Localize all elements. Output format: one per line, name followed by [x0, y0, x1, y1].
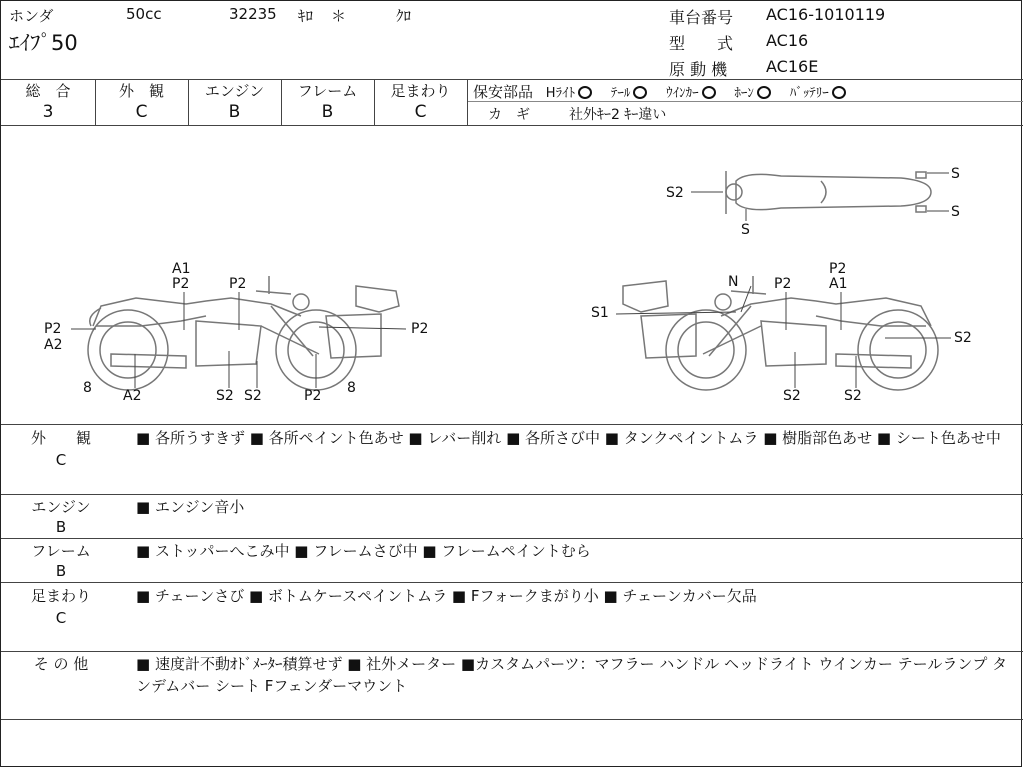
headlight-label: Hﾗｲﾄ [545, 86, 576, 101]
mileage-unit: ｷﾛ [298, 7, 314, 25]
horn-label: ﾎｰﾝ [734, 86, 754, 101]
mileage: 32235 [229, 5, 277, 23]
remark-label: そ の 他 [33, 655, 89, 673]
remark-label: フレーム [31, 542, 91, 560]
divider [1, 424, 1023, 425]
diagram-label: P2 [172, 276, 190, 292]
frame-no: AC16-1010119 [766, 5, 886, 24]
diagram-label: S2 [244, 388, 262, 404]
remark-text: ■ エンジン音小 [136, 498, 245, 516]
battery-label: ﾊﾞｯﾃﾘｰ [789, 86, 829, 101]
remark-grade: C [55, 451, 67, 469]
remark-grade: C [55, 609, 67, 627]
diagram-label: 8 [347, 380, 356, 396]
key-label: カ ギ [488, 107, 530, 123]
tail-label: ﾃｰﾙ [610, 86, 631, 101]
diagram-label: S [741, 222, 750, 238]
frame-no-label: 車台番号 [669, 8, 734, 27]
overall-grade: 3 [42, 102, 54, 122]
ok-circle-icon [757, 86, 771, 99]
winker-label: ｳｲﾝｶｰ [666, 86, 699, 101]
divider [1, 582, 1023, 583]
motorcycle-damage-diagram [1, 126, 1021, 423]
diagram-label: P2 [411, 321, 429, 337]
diagram-label: P2 [229, 276, 247, 292]
remark-grade: B [55, 518, 67, 536]
diagram-label: S2 [954, 330, 972, 346]
ok-circle-icon [832, 86, 846, 99]
displacement: 50cc [126, 5, 162, 23]
maker-name: ホンダ [9, 7, 54, 25]
engine-label: 原 動 機 [669, 60, 728, 79]
safety-label: 保安部品 [473, 83, 534, 101]
divider [1, 719, 1023, 720]
asterisk-mark: ＊ [331, 7, 347, 25]
diagram-label: S1 [591, 305, 609, 321]
exterior-label: 外 観 [118, 82, 164, 100]
safety-parts-row [473, 81, 846, 102]
diagram-label: S [951, 204, 960, 220]
ok-circle-icon [702, 86, 716, 99]
frame-grade: B [321, 102, 334, 122]
diagram-label: 8 [83, 380, 92, 396]
key-value: 社外ｷｰ2 ｷｰ違い [569, 107, 667, 123]
remark-text: ■ ストッパーへこみ中 ■ フレームさび中 ■ フレームペイントむら [136, 542, 591, 560]
divider [1, 538, 1023, 539]
model-name: ｴｲﾌﾟ50 [9, 31, 78, 55]
divider [1, 494, 1023, 495]
frame-grade-label: フレーム [297, 82, 358, 100]
type-value: AC16 [766, 31, 809, 50]
remark-label: 足まわり [30, 587, 91, 605]
bike-right-side-icon [623, 276, 938, 390]
diagram-label: S2 [666, 185, 684, 201]
bike-top-view-icon [726, 171, 931, 214]
remark-text: ■ チェーンさび ■ ボトムケースペイントムラ ■ Fフォークまがり小 ■ チェーンカバー欠品 [136, 587, 757, 605]
diagram-label: S2 [844, 388, 862, 404]
remark-label: エンジン [31, 498, 91, 516]
diagram-label: S2 [783, 388, 801, 404]
diagram-label: N [728, 274, 739, 290]
remark-label: 外 観 [30, 429, 91, 447]
diagram-label: A2 [44, 337, 63, 353]
suspension-grade: C [414, 102, 427, 122]
diagram-label: A2 [123, 388, 142, 404]
ok-circle-icon [633, 86, 647, 99]
diagram-label: P2 [829, 261, 847, 277]
suspension-grade-label: 足まわり [390, 82, 451, 100]
remark-text: ■ 各所うすきず ■ 各所ペイント色あせ ■ レバー削れ ■ 各所さび中 ■ タンクペイントムラ ■ 樹脂部色あせ ■ シート色あせ中 [136, 429, 1001, 447]
diagram-label: P2 [774, 276, 792, 292]
diagram-label: S2 [216, 388, 234, 404]
engine-grade-label: エンジン [204, 82, 265, 100]
exterior-grade: C [135, 102, 148, 122]
type-label: 型 式 [669, 34, 734, 53]
diagram-label: A1 [829, 276, 848, 292]
remark-text: ■ 速度計不動ｵﾄﾞﾒｰﾀｰ積算せず ■ 社外メーター ■カスタムパーツ：マフラー ハンドル ヘッドライト ウインカー テールランプ タンデムバー シート Fフェンダーマウント [136, 655, 1008, 695]
divider [1, 651, 1023, 652]
leader-lines [71, 173, 951, 388]
engine-value: AC16E [766, 57, 819, 76]
diagram-label: S [951, 166, 960, 182]
overall-label: 総 合 [25, 82, 71, 100]
color-name: ｸﾛ [396, 7, 412, 25]
diagram-label: P2 [44, 321, 62, 337]
diagram-label: P2 [304, 388, 322, 404]
engine-grade: B [228, 102, 241, 122]
diagram-label: A1 [172, 261, 191, 277]
divider [467, 79, 468, 125]
ok-circle-icon [578, 86, 592, 99]
remark-grade: B [55, 562, 67, 580]
